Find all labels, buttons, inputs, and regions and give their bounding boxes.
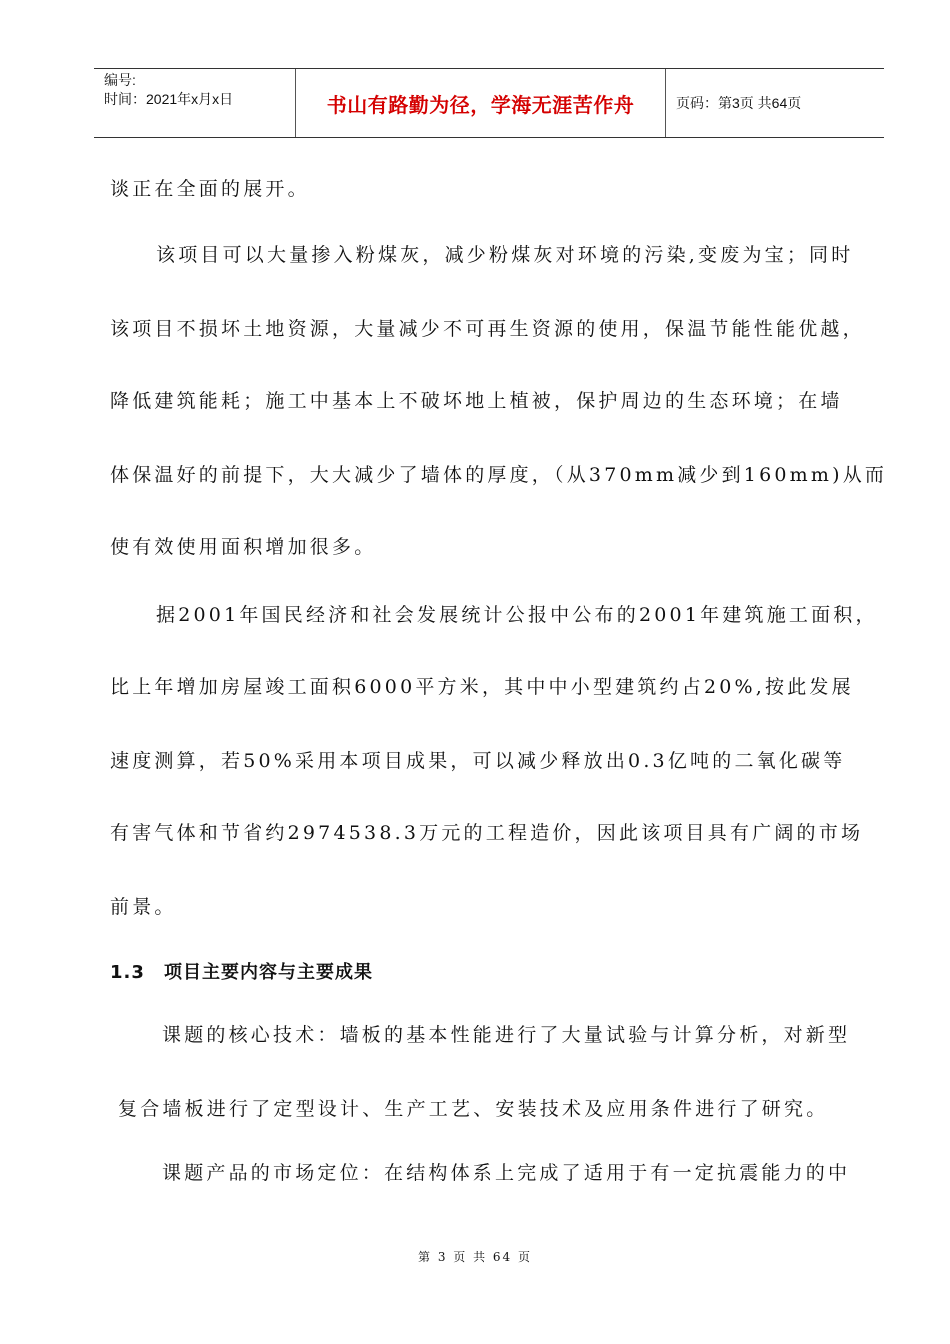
header-motto xyxy=(296,69,666,137)
section-number: 1.3 xyxy=(110,962,145,983)
paragraph-line: 使有效使用面积增加很多。 xyxy=(110,536,377,558)
section-title: 项目主要内容与主要成果 xyxy=(164,962,373,983)
paragraph-line: 前景。 xyxy=(110,896,177,918)
paragraph-line: 谈正在全面的展开。 xyxy=(110,178,310,200)
paragraph-line: 课题产品的市场定位：在结构体系上完成了适用于有一定抗震能力的中 xyxy=(162,1162,851,1184)
page-header xyxy=(94,68,884,138)
section-heading xyxy=(110,958,373,984)
paragraph-line: 据2001年国民经济和社会发展统计公报中公布的2001年建筑施工面积， xyxy=(156,604,878,626)
paragraph-line: 降低建筑能耗；施工中基本上不破坏地上植被，保护周边的生态环境；在墙 xyxy=(110,390,843,412)
motto-text: 书山有路勤为径，学海无涯苦作舟 xyxy=(326,92,635,117)
paragraph-line: 复合墙板进行了定型设计、生产工艺、安装技术及应用条件进行了研究。 xyxy=(118,1098,829,1120)
paragraph-line: 该项目可以大量掺入粉煤灰，减少粉煤灰对环境的污染,变废为宝；同时 xyxy=(156,244,854,266)
paragraph-line: 速度测算，若50%采用本项目成果，可以减少释放出0.3亿吨的二氧化碳等 xyxy=(110,750,846,772)
paragraph-line: 课题的核心技术：墙板的基本性能进行了大量试验与计算分析，对新型 xyxy=(162,1024,851,1046)
page-footer: 第 3 页 共 64 页 xyxy=(418,1250,532,1264)
paragraph-line: 体保温好的前提下，大大减少了墙体的厚度，（从370mm减少到160mm)从而 xyxy=(110,464,888,486)
header-page-info xyxy=(666,69,884,137)
paragraph-line: 有害气体和节省约2974538.3万元的工程造价，因此该项目具有广阔的市场 xyxy=(110,822,864,844)
paragraph-line: 该项目不损坏土地资源，大量减少不可再生资源的使用，保温节能性能优越， xyxy=(110,318,865,340)
page-info-text: 页码：第3页 共64页 xyxy=(676,95,802,111)
serial-label: 编号: xyxy=(104,72,136,88)
paragraph-line: 比上年增加房屋竣工面积6000平方米，其中中小型建筑约占20%,按此发展 xyxy=(110,676,854,698)
header-meta xyxy=(94,69,296,137)
time-label: 时间：2021年x月x日 xyxy=(104,91,234,107)
